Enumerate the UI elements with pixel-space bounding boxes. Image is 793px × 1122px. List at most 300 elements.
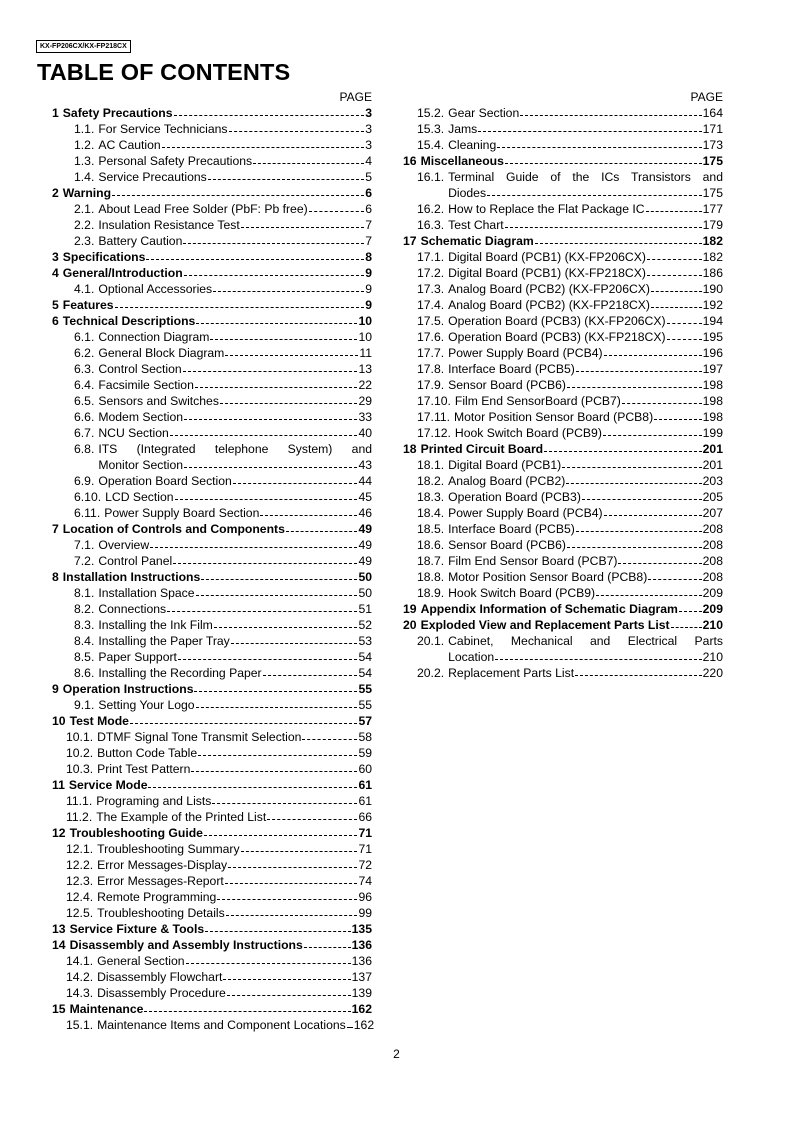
toc-entry-number: 17.7.	[417, 346, 445, 360]
toc-chapter[interactable]	[403, 617, 723, 633]
toc-entry-page: 99	[358, 906, 372, 920]
toc-entry-title: Disassembly and Assembly Instructions	[69, 938, 303, 952]
toc-entry-page: 71	[358, 826, 372, 840]
toc-entry-page: 55	[358, 698, 372, 712]
page-number: 2	[393, 1047, 400, 1061]
toc-entry[interactable]	[403, 409, 723, 425]
toc-entry-title: Digital Board (PCB1)	[448, 458, 562, 472]
toc-entry-page: 137	[351, 970, 372, 984]
toc-entry-title: Installing the Recording Paper	[98, 666, 262, 680]
toc-entry-page: 209	[702, 602, 723, 616]
toc-chapter[interactable]	[52, 185, 372, 201]
toc-chapter[interactable]	[52, 681, 372, 697]
toc-entry-page: 10	[358, 330, 372, 344]
toc-entry-number: 8.3.	[74, 618, 95, 632]
toc-chapter[interactable]	[52, 921, 372, 937]
toc-entry[interactable]	[52, 377, 372, 393]
toc-entry-number: 17.11.	[417, 410, 450, 424]
toc-entry[interactable]	[52, 969, 372, 985]
toc-entry-number: 1.1.	[74, 122, 95, 136]
dot-leader	[210, 338, 357, 340]
toc-entry-title: Test Mode	[69, 714, 129, 728]
dot-leader	[582, 498, 702, 500]
toc-entry-page: 201	[702, 442, 723, 456]
toc-entry-number: 17.8.	[417, 362, 445, 376]
dot-leader	[309, 210, 365, 212]
dot-leader	[195, 386, 358, 388]
toc-entry-number: 9.1.	[74, 698, 95, 712]
toc-entry-number: 3	[52, 250, 59, 264]
toc-entry-title: Operation Board (PCB3) (KX-FP218CX)	[448, 330, 666, 344]
toc-entry-title: Disassembly Procedure	[97, 986, 226, 1000]
dot-leader	[148, 786, 357, 788]
toc-chapter[interactable]	[52, 1001, 372, 1017]
toc-entry-number: 12.3.	[66, 874, 94, 888]
toc-entry[interactable]	[52, 857, 372, 873]
toc-entry-title: Operation Board (PCB3)	[448, 490, 581, 504]
toc-entry-title: DTMF Signal Tone Transmit Selection	[97, 730, 302, 744]
toc-entry-title: Analog Board (PCB2) (KX-FP218CX)	[448, 298, 650, 312]
dot-leader	[184, 418, 357, 420]
toc-entry[interactable]	[52, 153, 372, 169]
toc-entry-title: Power Supply Board Section	[104, 506, 260, 520]
toc-chapter[interactable]	[403, 441, 723, 457]
toc-entry-page: 49	[358, 554, 372, 568]
toc-entry-page: 210	[702, 618, 723, 632]
toc-entry-title: Button Code Table	[97, 746, 198, 760]
toc-chapter[interactable]	[52, 569, 372, 585]
toc-entry-title: Print Test Pattern	[97, 762, 191, 776]
dot-leader	[196, 594, 358, 596]
toc-chapter[interactable]	[52, 521, 372, 537]
toc-entry[interactable]	[52, 201, 372, 217]
toc-entry-number: 12.1.	[66, 842, 94, 856]
toc-chapter[interactable]	[52, 105, 372, 121]
toc-entry-number: 18	[403, 442, 417, 456]
dot-leader	[651, 306, 702, 308]
toc-entry[interactable]	[403, 521, 723, 537]
toc-entry-number: 2	[52, 186, 59, 200]
dot-leader	[183, 242, 364, 244]
toc-entry[interactable]	[52, 473, 372, 489]
toc-entry[interactable]	[52, 233, 372, 249]
toc-entry-page: 54	[358, 666, 372, 680]
toc-entry[interactable]	[52, 137, 372, 153]
toc-chapter[interactable]	[52, 825, 372, 841]
dot-leader	[604, 354, 702, 356]
toc-entry-page: 207	[702, 506, 723, 520]
toc-entry-title: Features	[62, 298, 114, 312]
dot-leader	[535, 242, 702, 244]
toc-entry-number: 8.4.	[74, 634, 95, 648]
toc-entry-page: 72	[358, 858, 372, 872]
toc-entry-title: Analog Board (PCB2) (KX-FP206CX)	[448, 282, 650, 296]
toc-entry-title: AC Caution	[98, 138, 161, 152]
toc-entry-page: 13	[358, 362, 372, 376]
toc-entry-number: 20.1.	[417, 634, 445, 648]
toc-entry-title: Film End Sensor Board (PCB7)	[448, 554, 618, 568]
toc-entry-page: 162	[351, 1002, 372, 1016]
toc-entry-page: 50	[358, 586, 372, 600]
toc-entry[interactable]	[403, 121, 723, 137]
toc-entry[interactable]	[403, 585, 723, 601]
toc-chapter[interactable]	[403, 153, 723, 169]
toc-entry[interactable]	[403, 665, 723, 681]
dot-leader	[667, 338, 702, 340]
dot-leader	[562, 466, 701, 468]
dot-leader	[213, 290, 364, 292]
toc-entry-page: 175	[702, 186, 723, 200]
toc-entry-number: 5	[52, 298, 59, 312]
toc-entry[interactable]	[52, 217, 372, 233]
dot-leader	[229, 130, 365, 132]
toc-entry[interactable]	[52, 553, 372, 569]
dot-leader	[194, 690, 357, 692]
toc-entry-number: 11.2.	[66, 810, 93, 824]
dot-leader	[204, 834, 357, 836]
toc-entry-number: 6.4.	[74, 378, 95, 392]
toc-entry-title: Schematic Diagram	[420, 234, 534, 248]
toc-chapter[interactable]	[52, 937, 372, 953]
toc-entry-title: Remote Programming	[97, 890, 217, 904]
toc-entry[interactable]	[52, 697, 372, 713]
toc-chapter[interactable]	[52, 265, 372, 281]
page-column-label: PAGE	[690, 90, 723, 104]
dot-leader	[178, 658, 357, 660]
toc-entry[interactable]	[52, 489, 372, 505]
toc-entry-page: 52	[358, 618, 372, 632]
dot-leader	[241, 850, 358, 852]
toc-entry-title: The Example of the Printed List	[96, 810, 267, 824]
toc-entry-title: Connection Diagram	[98, 330, 210, 344]
toc-entry-title: Maintenance	[69, 1002, 144, 1016]
toc-entry-title: NCU Section	[98, 426, 169, 440]
toc-entry-title: Safety Precautions	[62, 106, 173, 120]
toc-entry-page: 10	[358, 314, 372, 328]
dot-leader	[576, 530, 702, 532]
toc-chapter[interactable]	[403, 601, 723, 617]
toc-entry-title: Printed Circuit Board	[420, 442, 544, 456]
dot-leader	[679, 610, 702, 612]
dot-leader	[618, 562, 701, 564]
toc-entry-page: 51	[358, 602, 372, 616]
dot-leader	[208, 178, 364, 180]
toc-entry[interactable]	[52, 809, 372, 825]
toc-chapter[interactable]	[52, 313, 372, 329]
toc-entry-number: 18.3.	[417, 490, 445, 504]
toc-entry[interactable]	[403, 313, 723, 329]
toc-entry-title: Optional Accessories	[98, 282, 213, 296]
toc-entry-number: 18.2.	[417, 474, 445, 488]
toc-entry[interactable]	[52, 1017, 375, 1033]
dot-leader	[478, 130, 701, 132]
toc-entry[interactable]	[52, 841, 372, 857]
dot-leader	[497, 146, 701, 148]
dot-leader	[647, 258, 702, 260]
toc-entry[interactable]	[52, 169, 372, 185]
toc-entry[interactable]	[403, 217, 723, 233]
toc-entry-page: 205	[702, 490, 723, 504]
toc-left-column	[52, 89, 375, 1033]
toc-chapter[interactable]	[403, 233, 723, 249]
dot-leader	[227, 994, 351, 996]
toc-entry-page: 179	[702, 218, 723, 232]
toc-entry[interactable]	[403, 489, 723, 505]
toc-entry[interactable]	[403, 297, 723, 313]
toc-entry-page: 198	[702, 410, 723, 424]
toc-entry[interactable]	[403, 249, 723, 265]
toc-entry-title: Motor Position Sensor Board (PCB8)	[448, 570, 648, 584]
toc-entry-page: 136	[351, 954, 372, 968]
toc-entry-page: 9	[365, 266, 372, 280]
toc-chapter[interactable]	[52, 297, 372, 313]
toc-chapter[interactable]	[52, 249, 372, 265]
toc-entry-page: 162	[353, 1018, 375, 1032]
toc-entry[interactable]	[52, 665, 372, 681]
dot-leader	[191, 770, 357, 772]
toc-entry-title: Troubleshooting Summary	[97, 842, 240, 856]
toc-entry-title: General/Introduction	[62, 266, 183, 280]
dot-leader	[196, 706, 358, 708]
toc-entry-page: 50	[358, 570, 372, 584]
toc-entry-page: 96	[358, 890, 372, 904]
toc-entry-number: 17.9.	[417, 378, 445, 392]
toc-entry-title: Modem Section	[98, 410, 184, 424]
dot-leader	[603, 434, 702, 436]
toc-entry[interactable]	[403, 393, 723, 409]
toc-entry-number: 2.2.	[74, 218, 95, 232]
toc-entry[interactable]	[403, 329, 723, 345]
toc-entry[interactable]	[52, 601, 372, 617]
toc-entry-title: Jams	[448, 122, 478, 136]
toc-entry[interactable]	[52, 329, 372, 345]
toc-entry[interactable]	[52, 889, 372, 905]
toc-entry[interactable]	[403, 377, 723, 393]
dot-leader	[186, 962, 351, 964]
toc-entry-title: Service Precautions	[98, 170, 207, 184]
toc-entry[interactable]	[403, 457, 723, 473]
toc-entry[interactable]	[52, 633, 372, 649]
toc-entry-page: 54	[358, 650, 372, 664]
toc-entry-number: 15.1.	[66, 1018, 94, 1032]
toc-entry[interactable]	[403, 105, 723, 121]
dot-leader	[622, 402, 702, 404]
toc-entry-number: 17.3.	[417, 282, 445, 296]
toc-entry-title: Setting Your Logo	[98, 698, 195, 712]
toc-entry[interactable]	[403, 633, 723, 665]
toc-entry[interactable]	[52, 729, 372, 745]
dot-leader	[146, 258, 364, 260]
toc-entry-title: Programing and Lists	[96, 794, 212, 808]
toc-entry[interactable]	[403, 265, 723, 281]
toc-entry-number: 1.3.	[74, 154, 95, 168]
toc-entry[interactable]	[52, 281, 372, 297]
dot-leader	[175, 498, 358, 500]
toc-entry[interactable]	[403, 473, 723, 489]
toc-entry-title: Technical Descriptions	[62, 314, 196, 328]
toc-entry[interactable]	[52, 121, 372, 137]
toc-entry[interactable]	[52, 361, 372, 377]
toc-entry-page: 7	[365, 218, 372, 232]
toc-entry-title: Specifications	[62, 250, 146, 264]
toc-entry-page: 173	[702, 138, 723, 152]
toc-entry-number: 12.5.	[66, 906, 94, 920]
toc-entry[interactable]	[403, 345, 723, 361]
dot-leader	[162, 146, 365, 148]
toc-entry-number: 16.2.	[417, 202, 445, 216]
dot-leader	[184, 466, 357, 468]
toc-entry-number: 10.1.	[66, 730, 94, 744]
toc-entry[interactable]	[403, 281, 723, 297]
toc-entry[interactable]	[403, 361, 723, 377]
toc-entry-title: How to Replace the Flat Package IC	[448, 202, 645, 216]
toc-entry-page: 49	[358, 538, 372, 552]
toc-entry-title: Sensor Board (PCB6)	[448, 378, 566, 392]
toc-right-column	[403, 89, 723, 681]
toc-entry[interactable]	[52, 345, 372, 361]
dot-leader	[198, 754, 357, 756]
dot-leader	[302, 738, 357, 740]
toc-entry-number: 18.1.	[417, 458, 445, 472]
dot-leader	[495, 658, 701, 660]
toc-entry-title: Hook Switch Board (PCB9)	[454, 426, 602, 440]
toc-entry[interactable]	[403, 169, 723, 201]
toc-entry-number: 10.2.	[66, 746, 94, 760]
toc-entry-title: Test Chart	[448, 218, 504, 232]
toc-entry-title: Exploded View and Replacement Parts List	[420, 618, 670, 632]
toc-entry[interactable]	[52, 537, 372, 553]
toc-entry-page: 208	[702, 554, 723, 568]
toc-entry-page: 8	[365, 250, 372, 264]
toc-entry-title: Error Messages-Report	[97, 874, 224, 888]
dot-leader	[170, 434, 358, 436]
toc-entry[interactable]	[52, 425, 372, 441]
toc-entry-page: 182	[702, 234, 723, 248]
dot-leader	[651, 290, 702, 292]
toc-entry-number: 1.4.	[74, 170, 95, 184]
toc-entry-title: Operation Board (PCB3) (KX-FP206CX)	[448, 314, 666, 328]
toc-entry[interactable]	[52, 409, 372, 425]
toc-entry-title: Power Supply Board (PCB4)	[448, 346, 603, 360]
dot-leader	[304, 946, 351, 948]
toc-entry-title: Control Panel	[98, 554, 173, 568]
toc-entry-number: 6.2.	[74, 346, 95, 360]
toc-entry-title: Interface Board (PCB5)	[448, 522, 575, 536]
toc-entry[interactable]	[403, 553, 723, 569]
toc-entry-number: 7	[52, 522, 59, 536]
toc-entry-title: Cabinet, Mechanical and Electrical Parts	[448, 634, 723, 648]
toc-entry-page: 208	[702, 570, 723, 584]
toc-entry[interactable]	[403, 137, 723, 153]
toc-entry-title: Analog Board (PCB2)	[448, 474, 566, 488]
toc-entry-title: Sensor Board (PCB6)	[448, 538, 566, 552]
toc-entry[interactable]	[403, 569, 723, 585]
toc-entry-number: 17.12.	[417, 426, 451, 440]
toc-entry-page: 195	[702, 330, 723, 344]
dot-leader	[112, 194, 364, 196]
toc-entry-number: 9	[52, 682, 59, 696]
toc-entry-title: Error Messages-Display	[97, 858, 228, 872]
toc-chapter[interactable]	[52, 777, 372, 793]
toc-entry-page: 66	[358, 810, 372, 824]
toc-entry-title: Disassembly Flowchart	[97, 970, 223, 984]
toc-entry[interactable]	[52, 745, 372, 761]
toc-entry-page: 46	[358, 506, 372, 520]
toc-chapter[interactable]	[52, 713, 372, 729]
toc-entry[interactable]	[52, 393, 372, 409]
toc-entry[interactable]	[403, 505, 723, 521]
page-title: TABLE OF CONTENTS	[37, 59, 291, 85]
dot-leader	[286, 530, 358, 532]
toc-entry-title: Location of Controls and Components	[62, 522, 285, 536]
toc-entry[interactable]	[403, 537, 723, 553]
toc-entry-title-continued: Location	[448, 650, 495, 664]
toc-entry-title: Installation Instructions	[62, 570, 201, 584]
toc-entry-title: ITS (Integrated telephone System) and	[98, 442, 372, 456]
toc-entry-title: Control Section	[98, 362, 182, 376]
toc-entry-title: For Service Technicians	[98, 122, 228, 136]
toc-entry-title: Paper Support	[98, 650, 177, 664]
toc-entry-number: 6.1.	[74, 330, 95, 344]
toc-entry-page: 53	[358, 634, 372, 648]
dot-leader	[520, 114, 701, 116]
toc-entry-number: 12.4.	[66, 890, 94, 904]
toc-entry-number: 6	[52, 314, 59, 328]
toc-entry[interactable]	[52, 505, 372, 521]
toc-entry[interactable]	[403, 425, 723, 441]
toc-entry[interactable]	[52, 649, 372, 665]
toc-entry-page: 198	[702, 378, 723, 392]
toc-entry-number: 16.1.	[417, 170, 445, 184]
toc-entry-title: Personal Safety Precautions	[98, 154, 253, 168]
toc-entry[interactable]	[52, 905, 372, 921]
toc-entry-page: 3	[365, 106, 372, 120]
toc-entry-page: 196	[702, 346, 723, 360]
toc-entry-title: Operation Instructions	[62, 682, 194, 696]
toc-entry-number: 4.1.	[74, 282, 95, 296]
toc-entry-title: Appendix Information of Schematic Diagram	[420, 602, 678, 616]
toc-entry[interactable]	[403, 201, 723, 217]
toc-entry-title: Facsimile Section	[98, 378, 194, 392]
toc-entry-page: 71	[358, 842, 372, 856]
toc-entry-page: 164	[702, 106, 723, 120]
dot-leader	[115, 306, 365, 308]
toc-entry-number: 15	[52, 1002, 66, 1016]
toc-entry-page: 5	[365, 170, 372, 184]
dot-leader	[544, 450, 702, 452]
toc-entry[interactable]	[52, 617, 372, 633]
toc-entry[interactable]	[52, 585, 372, 601]
dot-leader	[241, 226, 365, 228]
toc-entry-page: 139	[351, 986, 372, 1000]
toc-entry-number: 17.5.	[417, 314, 445, 328]
dot-leader	[267, 818, 357, 820]
toc-entry[interactable]	[52, 985, 372, 1001]
toc-entry[interactable]	[52, 441, 372, 473]
toc-entry[interactable]	[52, 953, 372, 969]
toc-entry-page: 192	[702, 298, 723, 312]
dot-leader	[260, 514, 357, 516]
toc-entry-title: Digital Board (PCB1) (KX-FP218CX)	[448, 266, 646, 280]
toc-entry[interactable]	[52, 873, 372, 889]
dot-leader	[225, 354, 358, 356]
toc-entry-title: Miscellaneous	[420, 154, 504, 168]
toc-entry[interactable]	[52, 793, 372, 809]
toc-entry-page: 57	[358, 714, 372, 728]
toc-entry-number: 8.6.	[74, 666, 95, 680]
toc-entry[interactable]	[52, 761, 372, 777]
toc-entry-number: 10.3.	[66, 762, 94, 776]
